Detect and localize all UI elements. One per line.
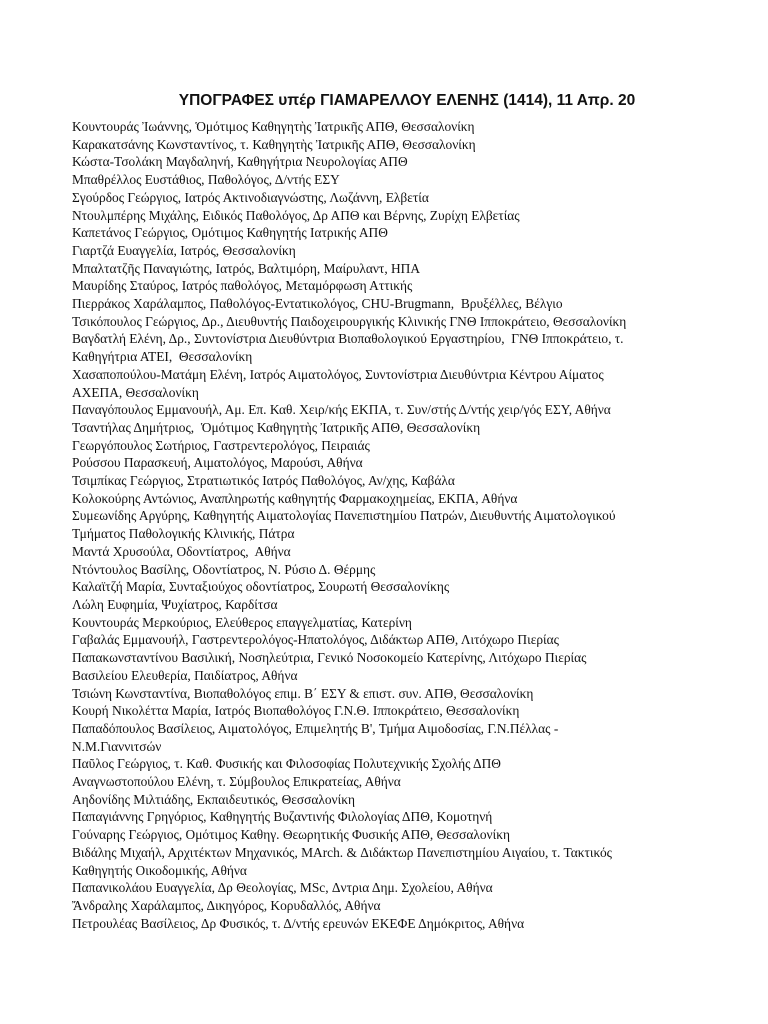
signature-line: Καπετάνος Γεώργιος, Ομότιμος Καθηγητής Ιατρικής ΑΠΘ <box>72 225 388 241</box>
signature-line: Κουρή Νικολέττα Μαρία, Ιατρός Βιοπαθολόγος Γ.Ν.Θ. Ιπποκράτειο, Θεσσαλονίκη <box>72 703 520 719</box>
signature-line: Παπακωνσταντίνου Βασιλική, Νοσηλεύτρια, Γενικό Νοσοκομείο Κατερίνης, Λιτόχωρο Πιερίας <box>72 650 587 666</box>
signature-line: Τσικόπουλος Γεώργιος, Δρ., Διευθυντής Παιδοχειρουργικής Κλινικής ΓΝΘ Ιπποκράτειο, Θεσσαλονίκη <box>72 313 627 329</box>
signature-line: Κώστα-Τσολάκη Μαγδαληνή, Καθηγήτρια Νευρολογίας ΑΠΘ <box>72 154 408 170</box>
signature-line: Βασιλείου Ελευθερία, Παιδίατρος, Αθήνα <box>72 667 298 683</box>
signature-line: Χασαποπούλου-Ματάμη Ελένη, Ιατρός Αιματολόγος, Συντονίστρια Διευθύντρια Κέντρου Αίματος <box>72 366 604 382</box>
signature-line: Μαντά Χρυσούλα, Οδοντίατρος, Αθήνα <box>72 543 291 559</box>
signature-line: Γιαρτζά Ευαγγελία, Ιατρός, Θεσσαλονίκη <box>72 242 296 258</box>
signature-line: Κουντουράς Ἰωάννης, Ὁμότιμος Καθηγητὴς Ἰατρικῆς ΑΠΘ, Θεσσαλονίκη <box>72 119 475 134</box>
signature-line: Βιδάλης Μιχαήλ, Αρχιτέκτων Μηχανικός, MArch. & Διδάκτωρ Πανεπιστημίου Αιγαίου, τ. Τακτικός <box>72 844 612 860</box>
signature-line: Ρούσσου Παρασκευή, Αιματολόγος, Μαρούσι, Αθήνα <box>72 455 363 471</box>
signature-line: Παναγόπουλος Εμμανουήλ, Αμ. Επ. Καθ. Χειρ/κής ΕΚΠΑ, τ. Συν/στής Δ/ντής χειρ/γός ΕΣΥ, Αθήνα <box>72 402 611 418</box>
signature-line: Παπανικολάου Ευαγγελία, Δρ Θεολογίας, MSc, Δντρια Δημ. Σχολείου, Αθήνα <box>72 880 493 896</box>
signature-line: Κουντουράς Μερκούριος, Ελεύθερος επαγγελματίας, Κατερίνη <box>72 614 412 630</box>
signature-line: Γεωργόπουλος Σωτήριος, Γαστρεντερολόγος, Πειραιάς <box>72 437 370 453</box>
signature-line: Καθηγήτρια ΑΤΕΙ, Θεσσαλονίκη <box>72 349 253 365</box>
signature-line: Αηδονίδης Μιλτιάδης, Εκπαιδευτικός, Θεσσαλονίκη <box>72 791 355 807</box>
signature-line: Τσαντήλας Δημήτριος, Ὁμότιμος Καθηγητὴς Ἰατρικῆς ΑΠΘ, Θεσσαλονίκη <box>72 419 481 435</box>
signature-line: Ντόντουλος Βασίλης, Οδοντίατρος, Ν. Ρύσιο Δ. Θέρμης <box>72 561 376 577</box>
signature-line: Κολοκούρης Αντώνιος, Αναπληρωτής καθηγητής Φαρμακοχημείας, ΕΚΠΑ, Αθήνα <box>72 490 518 506</box>
signature-line: Μπαλτατζῆς Παναγιώτης, Ιατρός, Βαλτιμόρη, Μαίρυλαντ, ΗΠΑ <box>72 260 421 276</box>
signature-line: Παπαδόπουλος Βασίλειος, Αιματολόγος, Επιμελητής Β', Τμήμα Αιμοδοσίας, Γ.Ν.Πέλλας - <box>72 720 559 736</box>
signature-line: Καθηγητής Οικοδομικής, Αθήνα <box>72 862 247 878</box>
signature-line: Σγούρδος Γεώργιος, Ιατρός Ακτινοδιαγνώστης, Λωζάννη, Ελβετία <box>72 189 429 205</box>
signature-line: Γαβαλάς Εμμανουήλ, Γαστρεντερολόγος-Ηπατολόγος, Διδάκτωρ ΑΠΘ, Λιτόχωρο Πιερίας <box>72 632 559 648</box>
signature-line: Λώλη Ευφημία, Ψυχίατρος, Καρδίτσα <box>72 596 278 612</box>
signature-line: Συμεωνίδης Αργύρης, Καθηγητής Αιματολογίας Πανεπιστημίου Πατρών, Διευθυντής Αιματολογικού <box>72 508 616 524</box>
signature-line: Αναγνωστοπούλου Ελένη, τ. Σύμβουλος Επικρατείας, Αθήνα <box>72 774 401 790</box>
signature-line: Τμήματος Παθολογικής Κλινικής, Πάτρα <box>72 526 295 542</box>
signature-line: Παῦλος Γεώργιος, τ. Καθ. Φυσικής και Φιλοσοφίας Πολυτεχνικής Σχολής ΔΠΘ <box>72 756 501 772</box>
signature-line: Πιερράκος Χαράλαμπος, Παθολόγος-Εντατικολόγος, CHU-Brugmann, Βρυξέλλες, Βέλγιο <box>72 296 563 312</box>
signature-line: Καρακατσάνης Κωνσταντίνος, τ. Καθηγητὴς Ἰατρικῆς ΑΠΘ, Θεσσαλονίκη <box>72 136 476 152</box>
signature-line: Καλαϊτζή Μαρία, Συνταξιούχος οδοντίατρος, Σουρωτή Θεσσαλονίκης <box>72 579 450 595</box>
signature-line: Ν.Μ.Γιαννιτσών <box>72 738 162 754</box>
signature-line: ΑΧΕΠΑ, Θεσσαλονίκη <box>72 384 199 400</box>
signature-line: Γούναρης Γεώργιος, Ομότιμος Καθηγ. Θεωρητικής Φυσικής ΑΠΘ, Θεσσαλονίκη <box>72 827 510 843</box>
signature-line: Μπαθρέλλος Ευστάθιος, Παθολόγος, Δ/ντής ΕΣΥ <box>72 172 340 188</box>
signature-list <box>72 118 712 932</box>
signature-line: Παπαγιάννης Γρηγόριος, Καθηγητής Βυζαντινής Φιλολογίας ΔΠΘ, Κομοτηνή <box>72 809 493 825</box>
signature-line: Τσιώνη Κωνσταντίνα, Βιοπαθολόγος επιμ. Β΄ ΕΣΥ & επιστ. συν. ΑΠΘ, Θεσσαλονίκη <box>72 685 534 701</box>
signature-line: Ντουλμπέρης Μιχάλης, Ειδικός Παθολόγος, Δρ ΑΠΘ και Βέρνης, Ζυρίχη Ελβετίας <box>72 207 520 223</box>
document-title: ΥΠΟΓΡΑΦΕΣ υπέρ ΓΙΑΜΑΡΕΛΛΟΥ ΕΛΕΝΗΣ (1414), 11 Απρ. 20 <box>178 92 636 109</box>
signature-line: Μαυρίδης Σταύρος, Ιατρός παθολόγος, Μεταμόρφωση Αττικής <box>72 278 413 294</box>
signature-line: Ἄνδραλης Χαράλαμπος, Δικηγόρος, Κορυδαλλός, Αθήνα <box>72 897 381 913</box>
signature-line: Τσιμπίκας Γεώργιος, Στρατιωτικός Ιατρός Παθολόγος, Αν/χης, Καβάλα <box>72 473 455 489</box>
signature-line: Βαγδατλή Ελένη, Δρ., Συντονίστρια Διευθύντρια Βιοπαθολογικού Εργαστηρίου, ΓΝΘ Ιπποκράτειο, τ. <box>72 331 624 347</box>
signature-line: Πετρουλέας Βασίλειος, Δρ Φυσικός, τ. Δ/ντής ερευνών ΕΚΕΦΕ Δημόκριτος, Αθήνα <box>72 915 525 931</box>
